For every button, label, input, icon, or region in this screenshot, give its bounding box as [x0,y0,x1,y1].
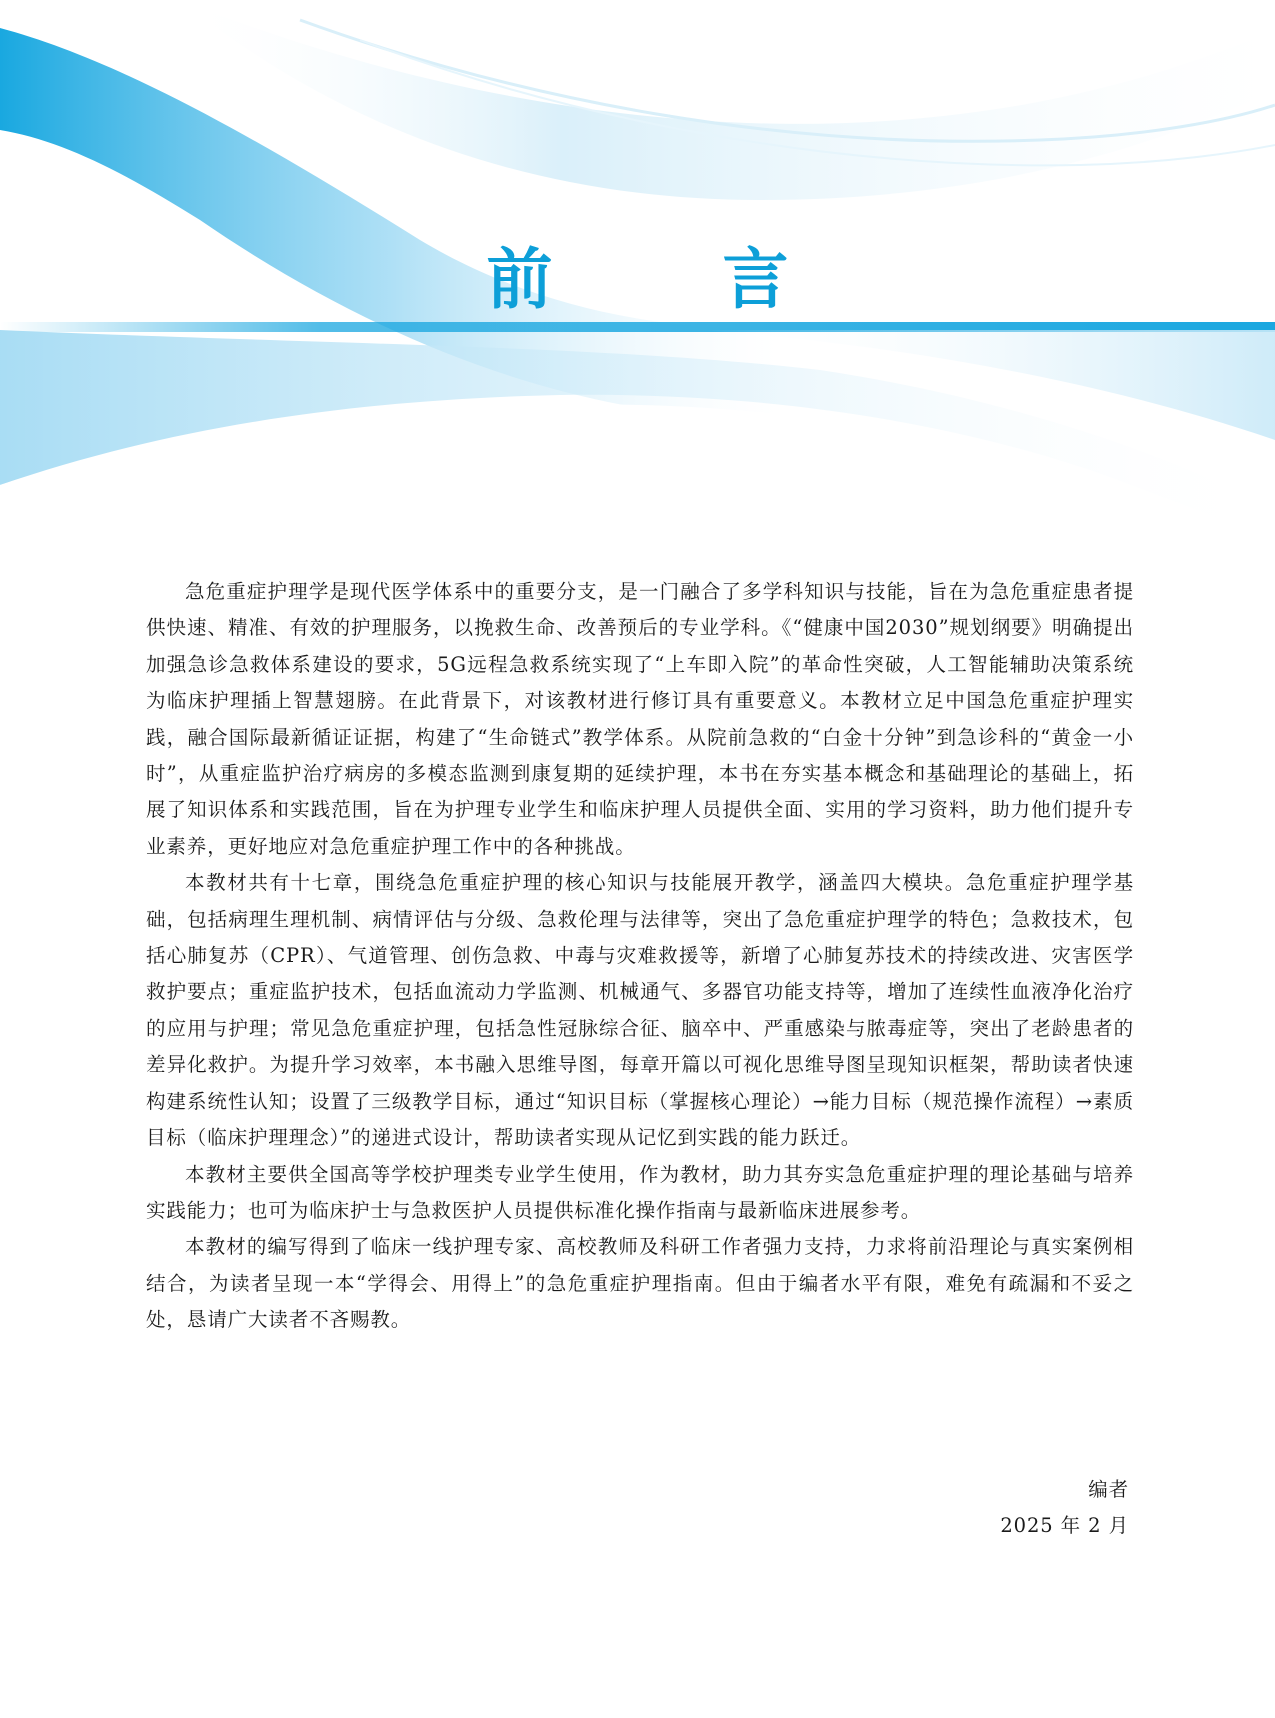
banner-swoosh-top [180,0,1275,200]
signature-block [1000,1472,1129,1544]
preface-body [146,574,1134,1339]
paragraph-3: 本教材主要供全国高等学校护理类专业学生使用，作为教材，助力其夯实急危重症护理的理论基础与培养实践能力；也可为临床护士与急救医护人员提供标准化操作指南与最新临床进展参考。 [146,1162,1134,1222]
paragraph-1: 急危重症护理学是现代医学体系中的重要分支，是一门融合了多学科知识与技能，旨在为急危重症患者提供快速、精准、有效的护理服务，以挽救生命、改善预后的专业学科。《“健康中国2030”规划纲要》明确提出加强急诊急救体系建设的要求，5G远程急救系统实现了“上车即入院”的革命性突破，人工智能辅助决策系统为临床护理插上智慧翅膀。在此背景下，对该教材进行修订具有重要意义。本教材立足中国急危重症护理实践，融合国际最新循证证据，构建了“生命链式”教学体系。从院前急救的“白金十分钟”到急诊科的“黄金一小时”，从重症监护治疗病房的多模态监测到康复期的延续护理，本书在夯实基本概念和基础理论的基础上，拓展了知识体系和实践范围，旨在为护理专业学生和临床护理人员提供全面、实用的学习资料，助力他们提升专业素养，更好地应对急危重症护理工作中的各种挑战。 [146,580,1134,858]
page-title: 前 言 [486,241,841,318]
paragraph-4: 本教材的编写得到了临床一线护理专家、高校教师及科研工作者强力支持，力求将前沿理论与真实案例相结合，为读者呈现一本“学得会、用得上”的急危重症护理指南。但由于编者水平有限，难免有疏漏和不妥之处，恳请广大读者不吝赐教。 [146,1235,1134,1332]
paragraph-2: 本教材共有十七章，围绕急危重症护理的核心知识与技能展开教学，涵盖四大模块。急危重症护理学基础，包括病理生理机制、病情评估与分级、急救伦理与法律等，突出了急危重症护理学的特色；急救技术，包括心肺复苏（CPR）、气道管理、创伤急救、中毒与灾难救援等，新增了心肺复苏技术的持续改进、灾害医学救护要点；重症监护技术，包括血流动力学监测、机械通气、多器官功能支持等，增加了连续性血液净化治疗的应用与护理；常见急危重症护理，包括急性冠脉综合征、脑卒中、严重感染与脓毒症等，突出了老龄患者的差异化救护。为提升学习效率，本书融入思维导图，每章开篇以可视化思维导图呈现知识框架，帮助读者快速构建系统性认知；设置了三级教学目标，通过“知识目标（掌握核心理论）→能力目标（规范操作流程）→素质目标（临床护理理念）”的递进式设计，帮助读者实现从记忆到实践的能力跃迁。 [146,871,1134,1150]
signature-author: 编者 [1088,1478,1129,1501]
signature-date: 2025 年 2 月 [1000,1514,1129,1537]
